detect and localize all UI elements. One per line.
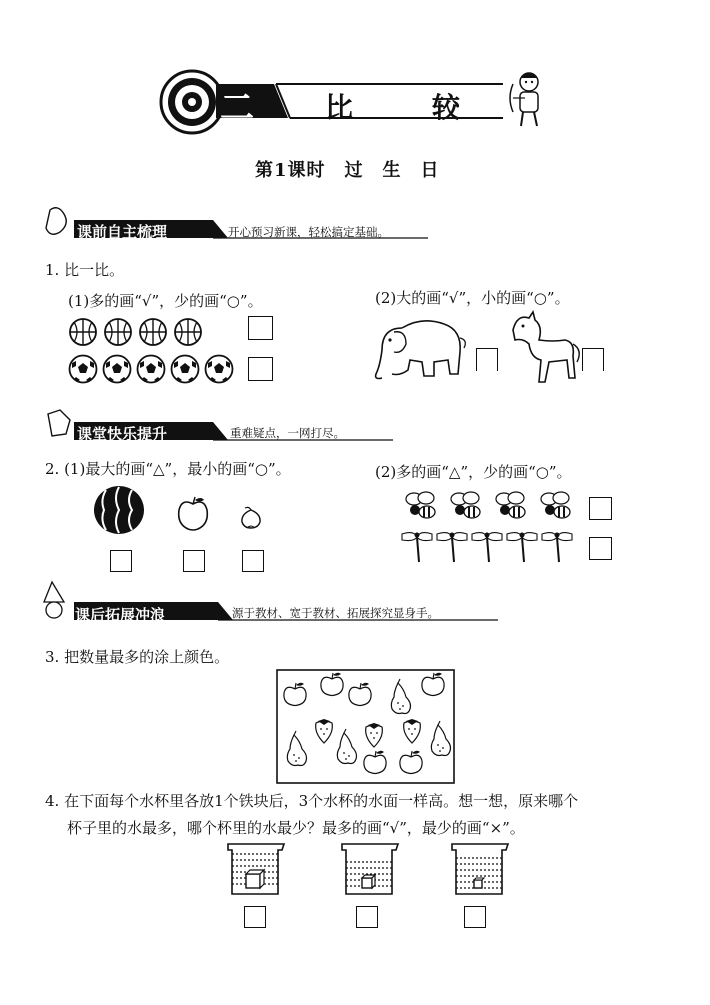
answer-box[interactable] — [464, 906, 486, 928]
dragonfly-icon — [542, 533, 572, 563]
dragonfly-icon — [507, 533, 537, 563]
soccer-ball-icon — [104, 356, 131, 383]
mascot-icon — [46, 208, 66, 235]
chapter-number: 二 — [220, 88, 254, 128]
watermelon-icon — [92, 484, 148, 536]
soccer-ball-icon — [70, 356, 97, 383]
chapter-title-a: 比 — [325, 91, 354, 124]
section-label: 课堂快乐提升 — [77, 425, 168, 443]
section-label: 课前自主梳理 — [77, 223, 168, 241]
q3-stem: 3. 把数量最多的涂上颜色。 — [45, 648, 230, 666]
section-label: 课后拓展冲浪 — [75, 606, 166, 624]
mascot-icon — [44, 582, 64, 602]
bee-row — [405, 490, 585, 526]
q4-line2: 杯子里的水最多，哪个杯里的水最少？最多的画“√”，最少的画“×”。 — [67, 819, 525, 837]
q2-part2: (2)多的画“△”，少的画“○”。 — [375, 463, 572, 481]
beaker-icon — [226, 842, 286, 898]
basketball-icon — [175, 319, 201, 345]
section-tagline: 源于教材、宽于教材、拓展探究显身手。 — [232, 606, 439, 620]
horse-icon — [503, 310, 581, 390]
bee-icon — [496, 492, 525, 518]
soccer-ball-row — [68, 354, 238, 386]
bee-icon — [406, 492, 435, 518]
q1-stem: 1. 比一比。 — [45, 261, 125, 279]
bee-icon — [451, 492, 480, 518]
dragonfly-icon — [437, 533, 467, 563]
basketball-icon — [70, 319, 96, 345]
soccer-ball-icon — [172, 356, 199, 383]
dragonfly-row — [400, 528, 580, 568]
basketball-icon — [105, 319, 131, 345]
fruit-box — [276, 669, 456, 785]
answer-box[interactable] — [183, 550, 205, 572]
section-tagline: 开心预习新课，轻松搞定基础。 — [228, 225, 389, 239]
q4-line1: 4. 在下面每个水杯里各放1个铁块后，3个水杯的水面一样高。想一想，原来哪个 — [45, 792, 579, 810]
lesson-title: 第1课时 过 生 日 — [255, 160, 440, 181]
target-icon — [158, 68, 558, 136]
answer-box[interactable] — [110, 550, 132, 572]
mascot-icon — [48, 410, 70, 436]
archer-icon — [505, 70, 550, 128]
q1-part2: (2)大的画“√”，小的画“○”。 — [375, 289, 570, 307]
basketball-row — [68, 317, 208, 349]
answer-box[interactable] — [589, 537, 612, 560]
answer-box[interactable] — [356, 906, 378, 928]
dragonfly-icon — [402, 533, 432, 563]
answer-box[interactable] — [589, 497, 612, 520]
section-tagline: 重难疑点，一网打尽。 — [230, 426, 345, 440]
basketball-icon — [140, 319, 166, 345]
chapter-title-b: 较 — [432, 91, 461, 124]
dragonfly-icon — [472, 533, 502, 563]
answer-box[interactable] — [244, 906, 266, 928]
beaker-icon — [340, 842, 400, 898]
answer-bracket[interactable] — [582, 348, 604, 371]
elephant-icon — [372, 314, 468, 384]
answer-box[interactable] — [242, 550, 264, 572]
soccer-ball-icon — [138, 356, 165, 383]
q2-part1: 2. (1)最大的画“△”，最小的画“○”。 — [45, 460, 291, 478]
answer-box[interactable] — [248, 316, 273, 340]
apple-icon — [176, 496, 212, 532]
bee-icon — [541, 492, 570, 518]
q1-part1: (1)多的画“√”，少的画“○”。 — [68, 292, 263, 310]
peach-icon — [239, 506, 263, 530]
beaker-icon — [450, 842, 510, 898]
answer-box[interactable] — [248, 357, 273, 381]
answer-bracket[interactable] — [476, 348, 498, 371]
soccer-ball-icon — [206, 356, 233, 383]
